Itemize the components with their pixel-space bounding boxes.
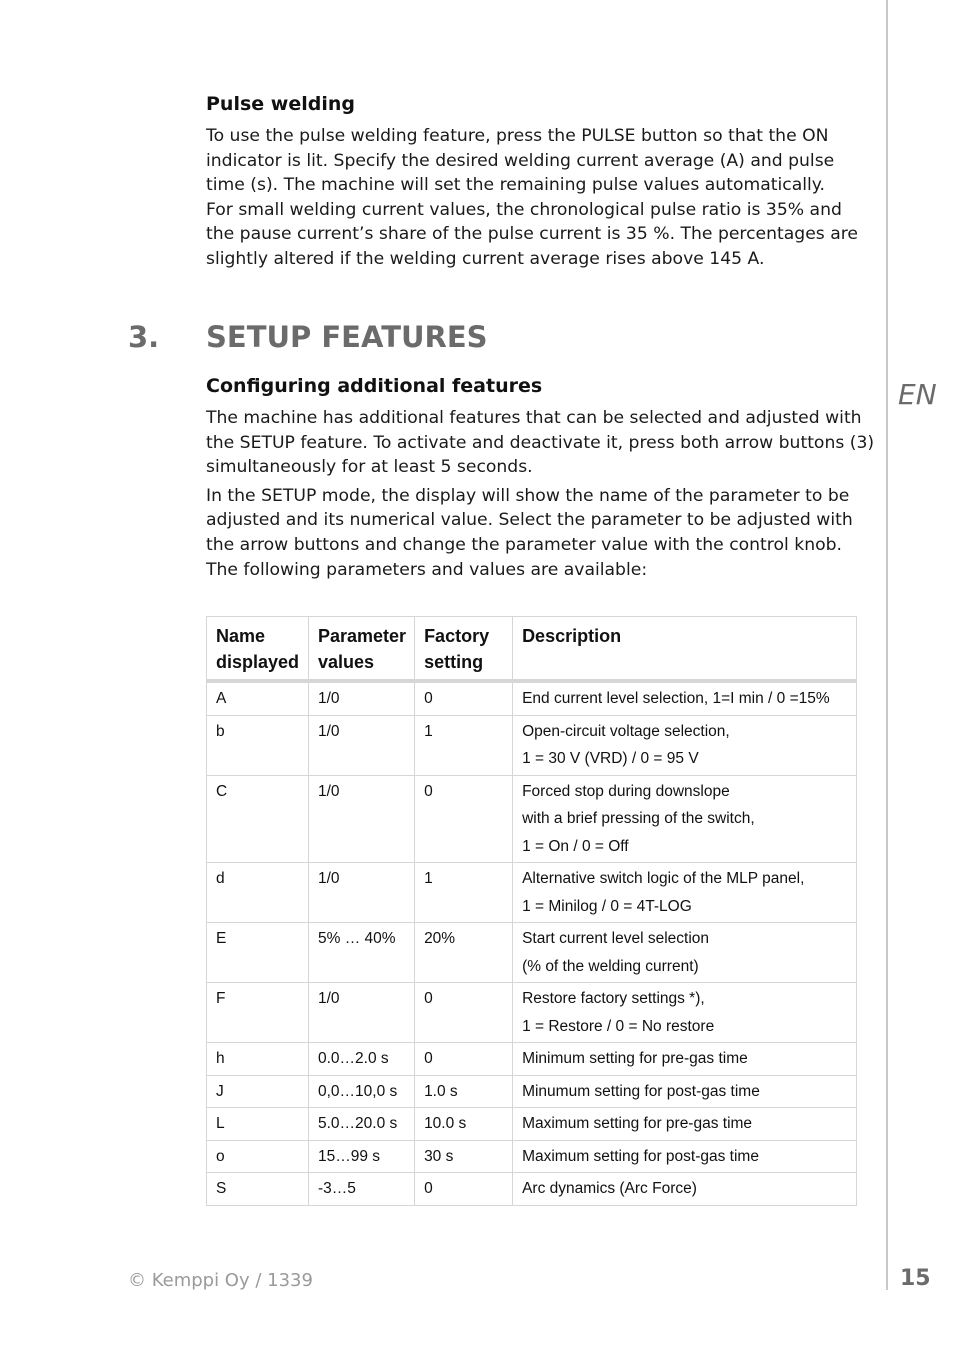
pulse-welding-heading: Pulse welding: [206, 93, 355, 115]
table-body: [207, 681, 857, 1205]
cell-name-displayed: L: [207, 1108, 309, 1141]
table-row: [207, 1173, 857, 1206]
cell-name-displayed: o: [207, 1140, 309, 1173]
header-parameter-values: [309, 617, 415, 682]
cell-description: [513, 923, 857, 983]
cell-parameter-values: 5.0…20.0 s: [309, 1108, 415, 1141]
cell-factory-setting: 30 s: [415, 1140, 513, 1173]
footer-copyright: © Kemppi Oy / 1339: [128, 1270, 313, 1291]
cell-factory-setting: 0: [415, 1043, 513, 1076]
cell-factory-setting: 1: [415, 863, 513, 923]
table-row: [207, 1043, 857, 1076]
cell-name-displayed: J: [207, 1075, 309, 1108]
description-line: Arc dynamics (Arc Force): [522, 1180, 697, 1197]
cell-parameter-values: 5% … 40%: [309, 923, 415, 983]
header-factory-setting: [415, 617, 513, 682]
header-line: Name: [216, 626, 266, 646]
table-row: [207, 1108, 857, 1141]
description-line: 1 = 30 V (VRD) / 0 = 95 V: [522, 750, 699, 767]
cell-parameter-values: 1/0: [309, 715, 415, 775]
paragraph-line: adjusted and its numerical value. Select the parameter to be adjusted with: [206, 510, 853, 531]
description-line: Restore factory settings *),: [522, 990, 705, 1007]
cell-parameter-values: 1/0: [309, 863, 415, 923]
paragraph-line: For small welding current values, the chronological pulse ratio is 35% and: [206, 199, 842, 220]
cell-name-displayed: b: [207, 715, 309, 775]
table-row: [207, 863, 857, 923]
header-line: setting: [424, 652, 484, 672]
header-line: Description: [522, 626, 622, 646]
description-line: Minimum setting for pre-gas time: [522, 1050, 748, 1067]
paragraph-line: simultaneously for at least 5 seconds.: [206, 457, 533, 478]
cell-factory-setting: 1: [415, 715, 513, 775]
paragraph-line: the arrow buttons and change the parameter value with the control knob.: [206, 534, 842, 555]
table-row: [207, 775, 857, 863]
cell-factory-setting: 0: [415, 1173, 513, 1206]
paragraph-line: The following parameters and values are available:: [206, 559, 648, 580]
page-number: 15: [900, 1266, 931, 1291]
description-line: Minumum setting for post-gas time: [522, 1082, 760, 1100]
section-number: 3.: [128, 320, 160, 354]
paragraph-line: The machine has additional features that can be selected and adjusted with: [206, 408, 862, 428]
cell-parameter-values: 1/0: [309, 681, 415, 715]
cell-factory-setting: 20%: [415, 923, 513, 983]
cell-factory-setting: 10.0 s: [415, 1108, 513, 1141]
cell-name-displayed: C: [207, 775, 309, 863]
header-line: Factory: [424, 626, 490, 646]
header-name-displayed: [207, 617, 309, 682]
paragraph-line: the pause current’s share of the pulse current is 35 %. The percentages are: [206, 224, 858, 245]
paragraph-line: To use the pulse welding feature, press the PULSE button so that the ON: [206, 126, 829, 146]
cell-name-displayed: E: [207, 923, 309, 983]
cell-name-displayed: F: [207, 983, 309, 1043]
cell-description: [513, 1173, 857, 1206]
description-line: Start current level selection: [522, 930, 710, 947]
cell-factory-setting: 0: [415, 983, 513, 1043]
header-description: [513, 617, 857, 682]
cell-factory-setting: 0: [415, 681, 513, 715]
cell-description: [513, 681, 857, 715]
description-line: Forced stop during downslope: [522, 782, 730, 800]
cell-description: [513, 863, 857, 923]
table-row: [207, 923, 857, 983]
margin-rule: [886, 0, 888, 1290]
section-title: SETUP FEATURES: [206, 320, 488, 354]
header-line: Parameter: [318, 626, 407, 646]
table-row: [207, 983, 857, 1043]
description-line: Maximum setting for post-gas time: [522, 1147, 759, 1165]
config-paragraphs: [206, 406, 876, 582]
cell-description: [513, 715, 857, 775]
cell-name-displayed: h: [207, 1043, 309, 1076]
paragraph-line: slightly altered if the welding current average rises above 145 A.: [206, 248, 765, 269]
paragraph-line: the SETUP feature. To activate and deactivate it, press both arrow buttons (3): [206, 432, 875, 453]
table-row: [207, 681, 857, 715]
cell-description: [513, 1108, 857, 1141]
description-line: End current level selection, 1=I min / 0 =15%: [522, 690, 830, 707]
paragraph-line: indicator is lit. Specify the desired welding current average (A) and pulse: [206, 150, 835, 171]
cell-description: [513, 1043, 857, 1076]
cell-parameter-values: 0,0…10,0 s: [309, 1075, 415, 1108]
description-line: Open-circuit voltage selection,: [522, 722, 730, 740]
description-line: Maximum setting for pre-gas time: [522, 1115, 753, 1132]
description-line: 1 = Restore / 0 = No restore: [522, 1017, 715, 1035]
cell-description: [513, 1140, 857, 1173]
cell-description: [513, 1075, 857, 1108]
description-line: Alternative switch logic of the MLP panel,: [522, 870, 805, 887]
cell-factory-setting: 1.0 s: [415, 1075, 513, 1108]
paragraph-line: time (s). The machine will set the remaining pulse values automatically.: [206, 175, 825, 196]
header-line: values: [318, 652, 375, 672]
cell-description: [513, 983, 857, 1043]
cell-factory-setting: 0: [415, 775, 513, 863]
cell-parameter-values: 1/0: [309, 983, 415, 1043]
cell-description: [513, 775, 857, 863]
cell-parameter-values: 15…99 s: [309, 1140, 415, 1173]
cell-name-displayed: A: [207, 681, 309, 715]
description-line: (% of the welding current): [522, 957, 699, 975]
pulse-welding-paragraph: [206, 124, 866, 272]
table-row: [207, 1075, 857, 1108]
language-tab: EN: [898, 378, 937, 411]
cell-parameter-values: 0.0…2.0 s: [309, 1043, 415, 1076]
description-line: with a brief pressing of the switch,: [522, 810, 755, 827]
header-line: displayed: [216, 652, 300, 672]
description-line: 1 = Minilog / 0 = 4T-LOG: [522, 897, 692, 915]
description-line: 1 = On / 0 = Off: [522, 837, 629, 855]
table-row: [207, 715, 857, 775]
setup-parameters-table: [206, 616, 857, 1206]
config-heading: Configuring additional features: [206, 375, 543, 397]
table-row: [207, 1140, 857, 1173]
cell-name-displayed: d: [207, 863, 309, 923]
cell-name-displayed: S: [207, 1173, 309, 1206]
cell-parameter-values: 1/0: [309, 775, 415, 863]
paragraph-line: In the SETUP mode, the display will show the name of the parameter to be: [206, 485, 850, 506]
table-header-row: [207, 617, 857, 682]
cell-parameter-values: -3…5: [309, 1173, 415, 1206]
